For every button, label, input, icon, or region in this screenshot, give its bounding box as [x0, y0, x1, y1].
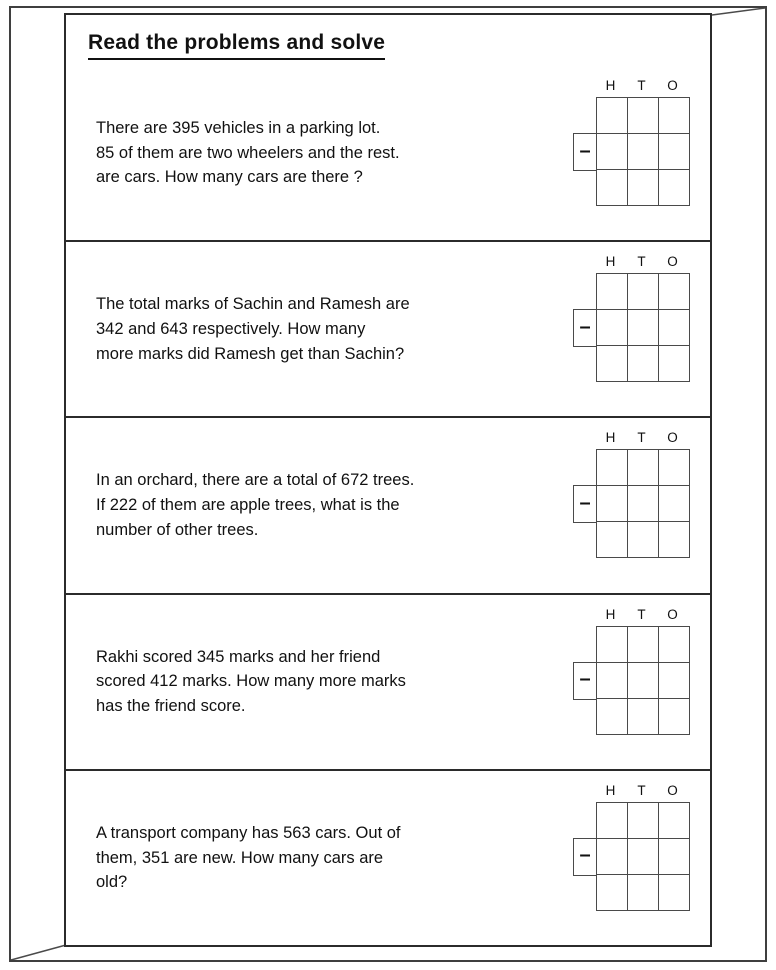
answer-cell[interactable]	[597, 663, 628, 699]
minus-operator: –	[573, 838, 596, 876]
answer-cell[interactable]	[628, 170, 659, 206]
title-row	[66, 15, 710, 66]
answer-cell[interactable]	[628, 522, 659, 558]
problem-row	[66, 593, 710, 769]
answer-cell[interactable]	[628, 310, 659, 346]
minus-operator: –	[573, 485, 596, 523]
answer-cell[interactable]	[597, 875, 628, 911]
grid-wrap	[579, 626, 690, 735]
answer-cell[interactable]	[659, 663, 690, 699]
answer-grid	[596, 97, 690, 206]
problem-line: If 222 of them are apple trees, what is the	[96, 496, 400, 515]
column-header-o: O	[667, 78, 678, 93]
problem-line: more marks did Ramesh get than Sachin?	[96, 344, 405, 363]
column-header-t: T	[637, 430, 646, 446]
answer-cell[interactable]	[659, 875, 690, 911]
column-header-h: H	[605, 430, 616, 446]
problem-line: number of other trees.	[96, 520, 259, 539]
answer-cell[interactable]	[659, 450, 690, 486]
answer-cell[interactable]	[659, 699, 690, 735]
minus-operator: –	[573, 133, 596, 171]
problem-row	[66, 240, 710, 416]
answer-cell[interactable]	[659, 627, 690, 663]
column-header-o: O	[667, 782, 678, 798]
answer-grid	[596, 449, 690, 558]
answer-cell[interactable]	[659, 170, 690, 206]
answer-cell[interactable]	[597, 486, 628, 522]
answer-cell[interactable]	[597, 699, 628, 735]
problem-line: has the friend score.	[96, 697, 246, 716]
grid-wrap	[579, 97, 690, 206]
minus-operator: –	[573, 662, 596, 700]
answer-cell[interactable]	[628, 839, 659, 875]
problem-row	[66, 416, 710, 592]
grid-wrap	[579, 449, 690, 558]
problem-line: In an orchard, there are a total of 672 trees.	[96, 471, 415, 490]
answer-cell[interactable]	[659, 274, 690, 310]
answer-cell[interactable]	[659, 522, 690, 558]
answer-cell[interactable]	[628, 627, 659, 663]
column-header-t: T	[637, 254, 646, 270]
hto-headers	[595, 430, 690, 445]
answer-cell[interactable]	[597, 346, 628, 382]
answer-grid	[596, 802, 690, 911]
answer-cell[interactable]	[597, 522, 628, 558]
problem-row	[66, 66, 710, 240]
problem-row	[66, 769, 710, 945]
answer-cell[interactable]	[597, 839, 628, 875]
answer-cell[interactable]	[659, 346, 690, 382]
answer-cell[interactable]	[659, 98, 690, 134]
answer-cell[interactable]	[597, 627, 628, 663]
answer-cell[interactable]	[659, 134, 690, 170]
problem-line: A transport company has 563 cars. Out of	[96, 823, 401, 842]
problem-text	[96, 116, 564, 190]
answer-cell[interactable]	[597, 803, 628, 839]
problem-text	[96, 468, 564, 542]
answer-cell[interactable]	[659, 803, 690, 839]
work-area	[564, 242, 690, 382]
answer-cell[interactable]	[628, 875, 659, 911]
column-header-h: H	[605, 606, 616, 622]
problem-line: 85 of them are two wheelers and the rest.	[96, 143, 400, 162]
column-header-t: T	[637, 782, 646, 798]
problem-line: Rakhi scored 345 marks and her friend	[96, 647, 381, 666]
column-header-o: O	[667, 430, 678, 446]
answer-cell[interactable]	[597, 134, 628, 170]
answer-cell[interactable]	[659, 310, 690, 346]
problem-line: The total marks of Sachin and Ramesh are	[96, 295, 410, 314]
problem-line: them, 351 are new. How many cars are	[96, 848, 384, 867]
problem-text	[96, 821, 564, 895]
answer-grid	[596, 626, 690, 735]
answer-cell[interactable]	[628, 274, 659, 310]
answer-cell[interactable]	[597, 98, 628, 134]
answer-cell[interactable]	[628, 134, 659, 170]
column-header-t: T	[637, 78, 646, 93]
grid-wrap	[579, 273, 690, 382]
answer-cell[interactable]	[659, 839, 690, 875]
page-title: Read the problems and solve	[88, 31, 385, 60]
column-header-o: O	[667, 606, 678, 622]
answer-cell[interactable]	[628, 663, 659, 699]
answer-cell[interactable]	[597, 274, 628, 310]
problem-line: are cars. How many cars are there ?	[96, 168, 363, 187]
minus-operator: –	[573, 309, 596, 347]
answer-cell[interactable]	[628, 803, 659, 839]
answer-cell[interactable]	[597, 450, 628, 486]
worksheet-box	[64, 13, 712, 947]
problem-line: scored 412 marks. How many more marks	[96, 672, 406, 691]
problem-line: There are 395 vehicles in a parking lot.	[96, 118, 381, 137]
answer-cell[interactable]	[628, 346, 659, 382]
answer-cell[interactable]	[597, 170, 628, 206]
grid-wrap	[579, 802, 690, 911]
problem-line: 342 and 643 respectively. How many	[96, 319, 366, 338]
work-area	[564, 66, 690, 206]
hto-headers	[595, 783, 690, 798]
answer-cell[interactable]	[628, 486, 659, 522]
column-header-h: H	[605, 78, 616, 93]
problem-line: old?	[96, 873, 128, 892]
column-header-t: T	[637, 606, 646, 622]
work-area	[564, 595, 690, 735]
problem-text	[96, 292, 564, 366]
answer-cell[interactable]	[628, 98, 659, 134]
hto-headers	[595, 607, 690, 622]
work-area	[564, 418, 690, 558]
answer-grid	[596, 273, 690, 382]
column-header-o: O	[667, 254, 678, 270]
problem-text	[96, 645, 564, 719]
answer-cell[interactable]	[597, 310, 628, 346]
answer-cell[interactable]	[659, 486, 690, 522]
problems-list	[66, 66, 710, 945]
hto-headers	[595, 254, 690, 269]
hto-headers	[595, 78, 690, 93]
work-area	[564, 771, 690, 911]
answer-cell[interactable]	[628, 699, 659, 735]
answer-cell[interactable]	[628, 450, 659, 486]
column-header-h: H	[605, 254, 616, 270]
column-header-h: H	[605, 782, 616, 798]
